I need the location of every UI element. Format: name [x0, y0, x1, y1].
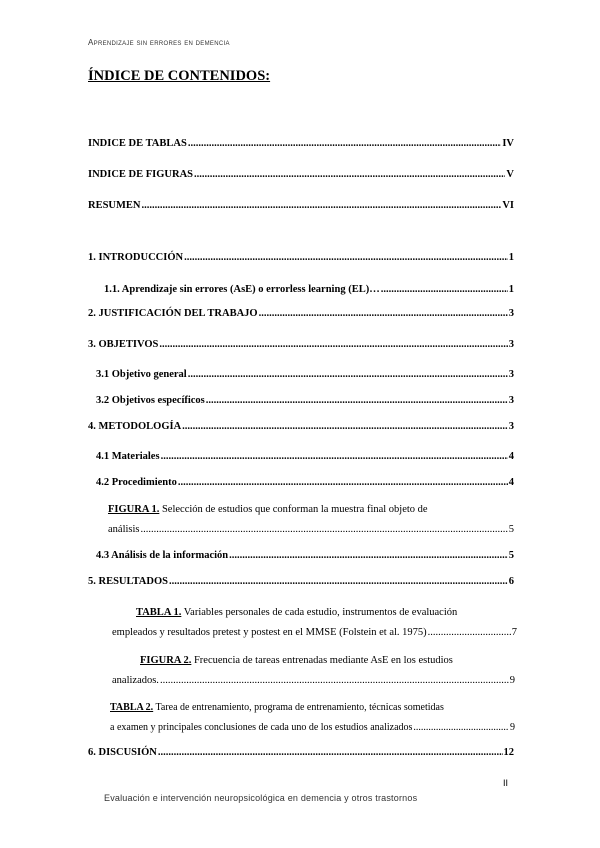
- leader-dots: [194, 169, 505, 180]
- toc-entry[interactable]: [88, 576, 514, 587]
- leader-dots: [259, 308, 508, 319]
- toc-entry-page: 12: [503, 747, 514, 758]
- toc-entry-label: 4.3 Análisis de la información: [96, 550, 229, 561]
- leader-dots: [182, 421, 508, 432]
- toc-table-entry[interactable]: [110, 698, 515, 738]
- leader-dots: [160, 671, 509, 691]
- toc-figure-entry[interactable]: [112, 651, 515, 691]
- toc-table-entry[interactable]: [112, 603, 517, 643]
- toc-entry-label: 3.1 Objetivo general: [96, 369, 187, 380]
- toc-entry-page: 3: [508, 421, 514, 432]
- toc-entry-page: V: [506, 169, 514, 180]
- toc-entry[interactable]: [88, 200, 514, 211]
- toc-entry-label: RESUMEN: [88, 200, 141, 211]
- toc-entry-page: 3: [508, 339, 514, 350]
- leader-dots: [188, 369, 508, 380]
- toc-entry-label: 4.1 Materiales: [96, 451, 160, 462]
- figure-tag: FIGURA 2.: [140, 655, 192, 666]
- table-tag: TABLA 2.: [110, 702, 154, 713]
- toc-entry-page: 5: [508, 550, 514, 561]
- toc-entry[interactable]: [88, 308, 514, 319]
- leader-dots: [188, 138, 502, 149]
- leader-dots: [229, 550, 508, 561]
- leader-dots: [206, 395, 508, 406]
- toc-entry[interactable]: [88, 138, 514, 149]
- toc-entry-label: 4. METODOLOGÍA: [88, 421, 182, 432]
- toc-entry-label: 6. DISCUSIÓN: [88, 747, 157, 758]
- toc-entry-label: 1. INTRODUCCIÓN: [88, 252, 184, 263]
- toc-figure-entry[interactable]: [108, 500, 514, 540]
- leader-dots: [381, 284, 508, 295]
- table-caption-line2: empleados y resultados pretest y postest en el MMSE (Folstein et al. 1975): [112, 627, 427, 638]
- leader-dots: [413, 718, 509, 738]
- toc-entry[interactable]: [96, 395, 514, 406]
- leader-dots: [159, 339, 507, 350]
- toc-entry-label: 2. JUSTIFICACIÓN DEL TRABAJO: [88, 308, 258, 319]
- leader-dots: [141, 520, 508, 540]
- toc-entry[interactable]: [104, 284, 514, 295]
- toc-entry[interactable]: [96, 451, 514, 462]
- toc-entry-page: 3: [508, 369, 514, 380]
- toc-entry-label: INDICE DE TABLAS: [88, 138, 187, 149]
- toc-entry-page: 3: [508, 395, 514, 406]
- toc-entry-page: 4: [508, 477, 514, 488]
- toc-entry-page: 4: [508, 451, 514, 462]
- running-header: Aprendizaje sin errores en demencia: [88, 38, 230, 47]
- toc-entry[interactable]: [88, 421, 514, 432]
- running-footer: Evaluación e intervención neuropsicológica en demencia y otros trastornos: [104, 793, 418, 803]
- table-caption-line1: Tarea de entrenamiento, programa de entrenamiento, técnicas sometidas: [153, 702, 444, 713]
- toc-entry[interactable]: [88, 747, 514, 758]
- toc-entry-page: 1: [508, 284, 514, 295]
- leader-dots: [142, 200, 502, 211]
- toc-entry-page: 1: [508, 252, 514, 263]
- toc-entry-page: IV: [502, 138, 514, 149]
- table-page: 9: [510, 722, 515, 733]
- toc-entry[interactable]: [96, 477, 514, 488]
- toc-entry[interactable]: [88, 339, 514, 350]
- leader-dots: [178, 477, 508, 488]
- toc-entry-page: 3: [508, 308, 514, 319]
- figure-page: 9: [509, 675, 515, 686]
- figure-page: 5: [508, 524, 514, 535]
- table-caption-line1: Variables personales de cada estudio, instrumentos de evaluación: [181, 607, 458, 618]
- figure-caption-line2: análisis: [108, 524, 140, 535]
- leader-dots: [161, 451, 508, 462]
- toc-entry-label: 3.2 Objetivos específicos: [96, 395, 205, 406]
- toc-entry-label: 4.2 Procedimiento: [96, 477, 177, 488]
- leader-dots: [158, 747, 503, 758]
- table-page: 7: [511, 627, 517, 638]
- toc-entry[interactable]: [96, 369, 514, 380]
- toc-entry-label: INDICE DE FIGURAS: [88, 169, 194, 180]
- figure-caption-line1: Frecuencia de tareas entrenadas mediante AsE en los estudios: [191, 655, 453, 666]
- leader-dots: [169, 576, 508, 587]
- page-number: II: [503, 778, 509, 788]
- toc-entry-label: 1.1. Aprendizaje sin errores (AsE) o errorless learning (EL)…: [104, 284, 380, 295]
- toc-entry-label: 3. OBJETIVOS: [88, 339, 159, 350]
- figure-caption-line2: analizados.: [112, 675, 159, 686]
- toc-entry-page: 6: [508, 576, 514, 587]
- figure-caption-line1: Selección de estudios que conforman la muestra final objeto de: [159, 504, 428, 515]
- toc-entry-label: 5. RESULTADOS: [88, 576, 168, 587]
- leader-dots: [428, 623, 511, 643]
- leader-dots: [184, 252, 508, 263]
- table-caption-line2: a examen y principales conclusiones de cada uno de los estudios analizados: [110, 722, 413, 733]
- page-title: ÍNDICE DE CONTENIDOS:: [88, 68, 271, 84]
- figure-tag: FIGURA 1.: [108, 504, 160, 515]
- toc-entry[interactable]: [96, 550, 514, 561]
- toc-entry[interactable]: [88, 169, 514, 180]
- toc-entry-page: VI: [502, 200, 514, 211]
- toc-entry[interactable]: [88, 252, 514, 263]
- table-tag: TABLA 1.: [136, 607, 182, 618]
